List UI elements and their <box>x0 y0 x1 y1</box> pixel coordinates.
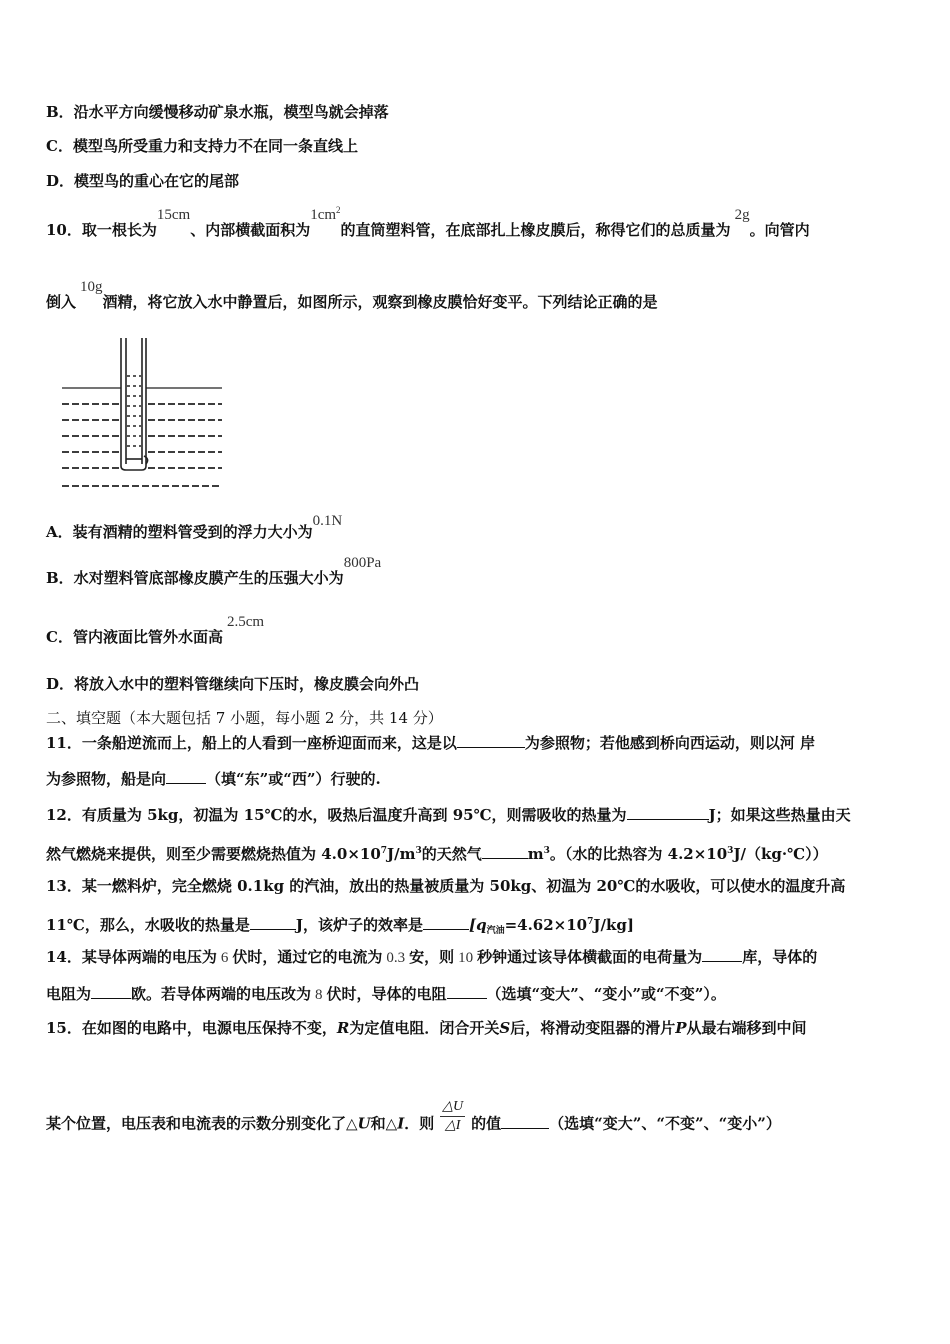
q15-fraction <box>440 1098 465 1135</box>
q15-text-5: 某个位置，电压表和电流表的示数分别变化了△ <box>46 1114 358 1133</box>
q12-blank-2[interactable] <box>482 844 528 859</box>
q14-text-7: 欧。若导体两端的电压改为 <box>131 985 312 1003</box>
q14-voltage-1: 6 <box>220 950 229 966</box>
q14-blank-3[interactable] <box>447 984 487 999</box>
option-9d: D．模型鸟的重心在它的尾部 <box>46 172 240 190</box>
q14-current: 0.3 <box>386 950 406 966</box>
q14-text-4: 秒钟通过该导体横截面的电荷量为 <box>477 948 703 966</box>
question-11-line-1 <box>46 733 815 753</box>
q15-var-r: R <box>336 1019 350 1037</box>
q15-var-s: S <box>499 1019 511 1037</box>
question-15-line-2 <box>46 1099 781 1143</box>
question-14-line-2 <box>46 984 726 1005</box>
q13-text-2: J，该炉子的效率是 <box>295 916 423 934</box>
q10-mass: 2g <box>734 207 750 223</box>
q13-blank-2[interactable] <box>423 915 469 930</box>
q14-blank-1[interactable] <box>702 947 742 962</box>
q15-text-7: ．则 <box>404 1114 435 1133</box>
q10-text-1: 10．取一根长为 <box>46 221 157 239</box>
q12-text-3: 然气燃烧来提供，则至少需要燃烧热值为 4.0×10 <box>46 845 381 863</box>
q15-text-1: 15．在如图的电路中，电源电压保持不变， <box>46 1019 337 1037</box>
option-10b <box>46 555 382 589</box>
question-14-line-1 <box>46 947 817 968</box>
option-10a <box>46 513 343 543</box>
q15-text-9: （选填“变大”、“不变”、“变小”） <box>549 1114 781 1133</box>
q14-time: 10 <box>458 950 474 966</box>
q15-text-2: 为定值电阻．闭合开关 <box>349 1019 500 1037</box>
q15-var-u: U <box>357 1114 371 1133</box>
q15-frac-numerator: △U <box>440 1098 465 1117</box>
option-9b: B．沿水平方向缓慢移动矿泉水瓶，模型鸟就会掉落 <box>46 103 389 121</box>
q13-text-4: =4.62×10 <box>504 916 588 934</box>
q10-text-3: 的直筒塑料管，在底部扎上橡皮膜后，称得它们的总质量为 <box>340 221 731 239</box>
q10-text-2: 、内部横截面积为 <box>190 221 311 239</box>
section-2-heading: 二、填空题（本大题包括 7 小题，每小题 2 分，共 14 分） <box>46 709 443 727</box>
q11-blank-1[interactable] <box>457 733 525 748</box>
q11-text-2: 为参照物；若他感到桥向西运动，则以河 岸 <box>524 734 816 752</box>
q10-alcohol-mass: 10g <box>80 279 103 295</box>
question-10-line-1 <box>46 205 810 241</box>
q15-text-8: 的值 <box>471 1114 502 1133</box>
q14-text-2: 伏时，通过它的电流为 <box>232 948 383 966</box>
q10-length: 15cm <box>156 207 191 223</box>
q12-text-8: J/（kg·℃）） <box>733 845 828 863</box>
question-10-line-2 <box>46 279 658 313</box>
q12-blank-1[interactable] <box>627 805 709 820</box>
q12-text-7: 。（水的比热容为 4.2×10 <box>549 845 728 863</box>
q15-text-6: 和△ <box>370 1114 398 1133</box>
q13-text-3: [q <box>468 916 487 934</box>
q12-text-5: 的天然气 <box>421 845 482 863</box>
tube-in-water-figure <box>58 336 228 498</box>
question-15-line-1 <box>46 1018 807 1038</box>
q10-opt-a-value: 0.1N <box>312 513 343 529</box>
q11-text-1: 11．一条船逆流而上，船上的人看到一座桥迎面而来，这是以 <box>46 734 457 752</box>
question-13-line-2 <box>46 912 634 938</box>
q11-text-3: 为参照物，船是向 <box>46 770 167 788</box>
option-10c <box>46 614 265 648</box>
q14-text-6: 电阻为 <box>46 985 92 1003</box>
q14-voltage-2: 8 <box>315 987 323 1003</box>
q12-text-2: J；如果这些热量由天 <box>708 806 851 824</box>
q13-blank-1[interactable] <box>250 915 296 930</box>
q15-var-p: P <box>675 1019 687 1037</box>
q12-exp-1: 7 <box>380 846 388 856</box>
question-11-line-2 <box>46 769 381 789</box>
q10-opt-b-value: 800Pa <box>343 555 382 571</box>
q11-text-4: （填“东”或“西”）行驶的. <box>206 770 381 788</box>
q14-text-9: （选填“变大”、“变小”或“不变”）。 <box>486 985 726 1003</box>
q13-text-5: J/kg] <box>593 916 634 934</box>
question-12-line-1 <box>46 805 851 825</box>
question-13-line-1: 13．某一燃料炉，完全燃烧 0.1kg 的汽油，放出的热量被质量为 50kg、初温为 20℃的水吸收，可以使水的温度升高 <box>46 877 846 895</box>
q12-text-4: J/m <box>387 845 416 863</box>
q14-text-8: 伏时，导体的电阻 <box>326 985 447 1003</box>
q10-text-4: 。向管内 <box>749 221 810 239</box>
q15-frac-denominator: △I <box>444 1118 461 1133</box>
q14-text-3: 安，则 <box>409 948 455 966</box>
q10-area: $1cm^2$ <box>310 205 341 223</box>
q15-var-i: I <box>397 1114 405 1133</box>
q10-text-6: 酒精，将它放入水中静置后，如图所示，观察到橡皮膜恰好变平。下列结论正确的是 <box>102 293 658 311</box>
question-12-line-2 <box>46 841 828 864</box>
q15-blank[interactable] <box>501 1114 549 1129</box>
q10-text-5: 倒入 <box>46 293 77 311</box>
q12-text-1: 12．有质量为 5kg，初温为 15℃的水，吸热后温度升高到 95℃，则需吸收的热量为 <box>46 806 627 824</box>
q10-opt-c-text: C．管内液面比管外水面高 <box>46 628 223 646</box>
option-10d: D．将放入水中的塑料管继续向下压时，橡皮膜会向外凸 <box>46 675 420 693</box>
q14-text-1: 14．某导体两端的电压为 <box>46 948 217 966</box>
option-9c: C．模型鸟所受重力和支持力不在同一条直线上 <box>46 137 358 155</box>
q13-subscript: 汽油 <box>486 926 505 936</box>
q12-text-6: m <box>527 845 544 863</box>
q12-exp-4: 3 <box>727 846 734 856</box>
q14-blank-2[interactable] <box>91 984 131 999</box>
q10-opt-a-text: A．装有酒精的塑料管受到的浮力大小为 <box>46 523 313 541</box>
q13-text-1: 11℃，那么，水吸收的热量是 <box>46 916 250 934</box>
q12-exp-2: 3 <box>415 846 422 856</box>
q14-text-5: 库，导体的 <box>742 948 818 966</box>
q15-text-4: 从最右端移到中间 <box>686 1019 807 1037</box>
q12-exp-3: 3 <box>543 846 550 856</box>
q10-opt-b-text: B．水对塑料管底部橡皮膜产生的压强大小为 <box>46 569 344 587</box>
q10-opt-c-value: 2.5cm <box>226 614 265 630</box>
q15-text-3: 后，将滑动变阻器的滑片 <box>510 1019 676 1037</box>
q13-exp: 7 <box>587 917 594 927</box>
q11-blank-2[interactable] <box>166 769 206 784</box>
